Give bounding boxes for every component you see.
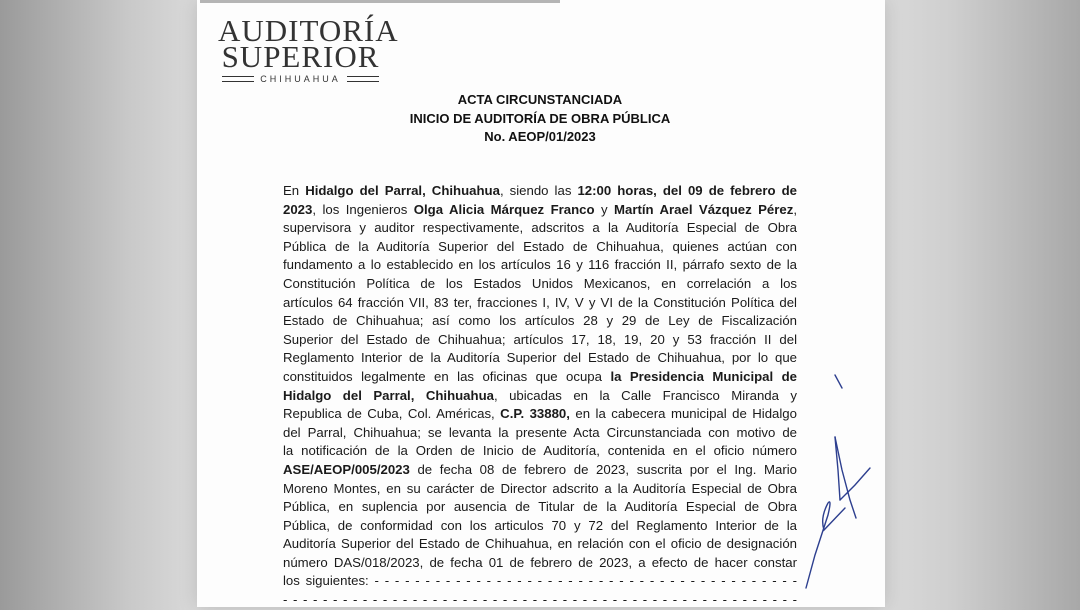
signature — [780, 360, 890, 607]
bold-text: Martín Arael Vázquez Pérez — [614, 201, 794, 217]
logo-rule — [347, 76, 379, 82]
text: supervisora y auditor respectivamente, adscritos a la Auditoría Especial de Obra — [283, 220, 797, 236]
text-line — [283, 535, 797, 554]
document-title — [283, 91, 797, 147]
bold-text: Hidalgo del Parral, Chihuahua — [305, 183, 500, 198]
text: la notificación de la Orden de Inicio de Auditoría, contenida en el oficio número — [283, 443, 797, 459]
text: fundamento a lo establecido en los artículos 16 y 116 fracción II, párrafo sexto de la — [283, 257, 797, 273]
logo-line-3 — [218, 74, 383, 84]
text: Auditoría Superior del Estado de Chihuahua, en relación con el oficio de designación — [283, 536, 797, 552]
text: Pública de la Auditoría Superior del Estado de Chihuahua, quienes actúan con — [283, 238, 797, 254]
text-line — [283, 498, 797, 517]
text-line — [283, 517, 797, 536]
text-line — [283, 219, 797, 238]
bold-text: Olga Alicia Márquez Franco — [413, 201, 595, 217]
text: , — [793, 201, 797, 217]
text-line — [283, 238, 797, 257]
text-line — [283, 572, 797, 591]
title-line-2: INICIO DE AUDITORÍA DE OBRA PÚBLICA — [409, 110, 671, 126]
text: número DAS/018/2023, de fecha 01 de febrero de 2023, a efecto de hacer constar — [283, 554, 797, 570]
signature-mark — [835, 375, 842, 388]
text-line — [283, 256, 797, 275]
text-line — [283, 480, 797, 499]
body-paragraph — [283, 182, 797, 610]
auditoria-logo — [218, 13, 399, 84]
text-line — [283, 405, 797, 424]
text: En — [283, 183, 306, 198]
text-line — [283, 294, 797, 313]
text-line — [283, 349, 797, 368]
bold-text: la Presidencia Municipal de — [610, 368, 797, 384]
logo-line-1: AUDITORÍA — [218, 13, 399, 48]
text: Moreno Montes, en su carácter de Director adscrito a la Auditoría Especial de Obra — [283, 480, 797, 496]
text: , los Ingenieros — [312, 201, 414, 217]
text: Estado de Chihuahua; así como los artículos 28 y 29 de Ley de Fiscalización — [283, 313, 797, 329]
text: y — [594, 201, 614, 217]
text: los siguientes: - - - - - - - - - - - - - - - - - - - - - - - - - - - - - - - - - - - - - - - - - - — [283, 573, 797, 589]
bold-text: 2023 — [283, 201, 313, 217]
title-line-1: ACTA CIRCUNSTANCIADA — [457, 92, 623, 107]
signature-stroke — [806, 502, 845, 588]
text: en la cabecera municipal de Hidalgo — [569, 406, 797, 422]
text: - - - - - - - - - - - - - - - - - - - - - - - - - - - - - - - - - - - - - - - - - - - - - - - - - - - - — [283, 592, 797, 608]
text-line — [283, 182, 797, 201]
scan-edge — [200, 0, 560, 3]
text: , siendo las — [499, 183, 578, 198]
text: del Parral, Chihuahua; se levanta la presente Acta Circunstanciada con motivo de — [283, 424, 797, 440]
text: Constitución Política de los Estados Unidos Mexicanos, en correlación a los — [283, 275, 797, 291]
bold-text: ASE/AEOP/005/2023 — [283, 461, 410, 477]
text: Republica de Cuba, Col. Américas, — [283, 406, 501, 422]
text: Pública, de conformidad con los articulos 70 y 72 del Reglamento Interior de la — [283, 517, 797, 533]
bold-text: C.P. 33880, — [500, 406, 570, 422]
text-line — [283, 275, 797, 294]
text-line — [283, 312, 797, 331]
text: constituidos legalmente en las oficinas que ocupa — [283, 368, 611, 384]
title-line-3: No. AEOP/01/2023 — [484, 129, 596, 144]
text-line — [283, 424, 797, 443]
text: artículos 64 fracción VII, 83 ter, fracciones I, IV, V y VI de la Constitución Política del — [283, 294, 797, 310]
text-line — [283, 387, 797, 406]
text: , ubicadas en la Calle Francisco Miranda y — [493, 387, 797, 403]
text: Superior del Estado de Chihuahua; artículos 17, 18, 19, 20 y 53 fracción II del — [283, 331, 797, 347]
text-line — [283, 201, 797, 220]
text-line — [283, 442, 797, 461]
bold-text: 12:00 horas, del 09 de febrero de — [577, 183, 797, 198]
text: Reglamento Interior de la Auditoría Superior del Estado de Chihuahua, por lo que — [283, 350, 797, 366]
logo-subtitle: CHIHUAHUA — [260, 74, 341, 84]
text-line — [283, 331, 797, 350]
signature-stroke — [840, 468, 870, 500]
text-line — [283, 554, 797, 573]
logo-line-2: SUPERIOR — [221, 39, 380, 74]
text-line — [283, 461, 797, 480]
logo-rule — [222, 76, 254, 82]
text-line — [283, 368, 797, 387]
bold-text: Hidalgo del Parral, Chihuahua — [283, 387, 494, 403]
text: de fecha 08 de febrero de 2023, suscrita por el Ing. Mario — [409, 461, 797, 477]
text: Pública, en suplencia por ausencia de Titular de la Auditoría Especial de Obra — [283, 499, 797, 515]
